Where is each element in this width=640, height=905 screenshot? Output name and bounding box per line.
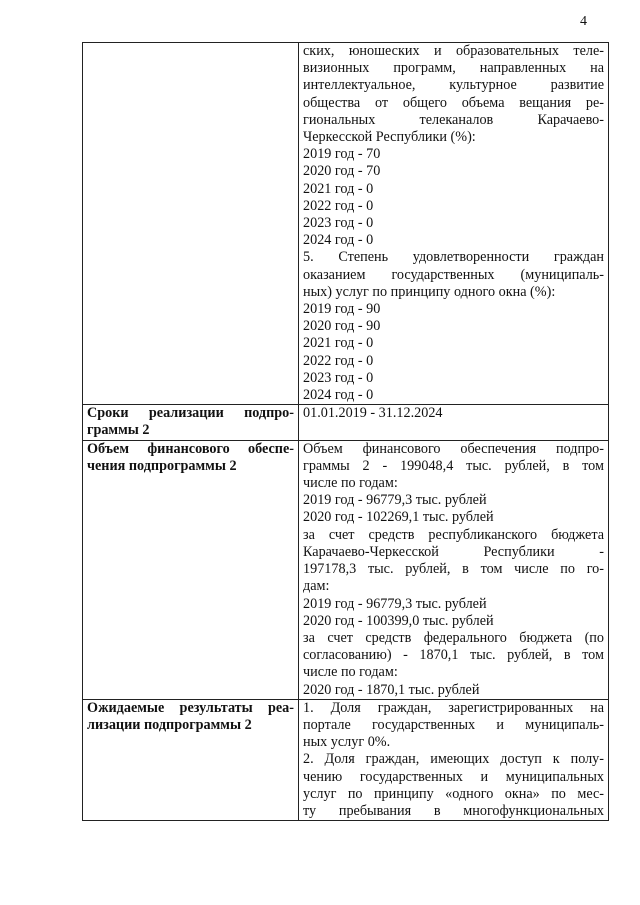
content-line: 01.01.2019 - 31.12.2024	[303, 405, 443, 422]
content-line: 197178,3 тыс. рублей, в том числе по го-	[303, 561, 604, 578]
row-content-cell	[299, 405, 609, 440]
content-line: ных) услуг по принципу одного окна (%):	[303, 283, 556, 300]
row-content-cell	[299, 699, 609, 820]
label-line: лизации подпрограммы 2	[87, 716, 252, 733]
content-line: 2024 год - 0	[303, 232, 374, 249]
label-line: граммы 2	[87, 422, 150, 439]
content-line: 2023 год - 0	[303, 369, 374, 386]
row-label-cell	[83, 405, 299, 440]
content-line: 2021 год - 0	[303, 180, 374, 197]
content-line: оказанием государственных (муниципаль-	[303, 266, 604, 283]
content-line: гиональных телеканалов Карачаево-	[303, 111, 604, 128]
content-line: числе по годам:	[303, 475, 398, 492]
row-label-cell	[83, 43, 299, 405]
content-line: чению государственных и муниципальных	[303, 768, 604, 785]
content-line: 2022 год - 0	[303, 352, 374, 369]
content-line: 2024 год - 0	[303, 387, 374, 404]
content-line: 2021 год - 0	[303, 335, 374, 352]
label-line: Ожидаемые результаты реа-	[87, 699, 294, 716]
content-line: 2020 год - 100399,0 тыс. рублей	[303, 612, 494, 629]
content-line: 2019 год - 90	[303, 301, 381, 318]
content-line: за счет средств республиканского бюджета	[303, 526, 604, 543]
content-line: дам:	[303, 578, 330, 595]
content-line: Карачаево-Черкесской Республики -	[303, 543, 604, 560]
row-label-cell	[83, 699, 299, 820]
table-row	[83, 43, 609, 405]
content-line: 2020 год - 1870,1 тыс. рублей	[303, 681, 480, 698]
content-line: интеллектуальное, культурное развитие	[303, 77, 604, 94]
label-line: Объем финансового обеспе-	[87, 440, 294, 457]
content-line: 1. Доля граждан, зарегистрированных на	[303, 699, 604, 716]
content-line: 2019 год - 96779,3 тыс. рублей	[303, 492, 487, 509]
content-line: ных услуг 0%.	[303, 734, 391, 751]
content-line: ту пребывания в многофункциональных	[303, 802, 604, 819]
content-line: за счет средств федерального бюджета (по	[303, 629, 604, 646]
content-line: 2023 год - 0	[303, 215, 374, 232]
row-content-cell	[299, 440, 609, 699]
content-line: портале государственных и муниципаль-	[303, 716, 604, 733]
content-line: 2020 год - 90	[303, 318, 381, 335]
page-number: 4	[580, 14, 587, 29]
row-content-cell	[299, 43, 609, 405]
subprogram-passport-table	[82, 42, 609, 821]
content-line: числе по годам:	[303, 664, 398, 681]
content-line: 2019 год - 96779,3 тыс. рублей	[303, 595, 487, 612]
content-line: 5. Степень удовлетворенности граждан	[303, 249, 604, 266]
table-row	[83, 405, 609, 440]
table-row	[83, 699, 609, 820]
content-line: согласованию) - 1870,1 тыс. рублей, в том	[303, 647, 604, 664]
content-line: граммы 2 - 199048,4 тыс. рублей, в том	[303, 457, 604, 474]
content-line: услуг по принципу «одного окна» по мес-	[303, 785, 604, 802]
content-line: 2019 год - 70	[303, 146, 381, 163]
content-line: визионных программ, направленных на	[303, 60, 604, 77]
content-line: общества от общего объема вещания ре-	[303, 94, 604, 111]
content-line: 2020 год - 102269,1 тыс. рублей	[303, 509, 494, 526]
label-line: Сроки реализации подпро-	[87, 405, 294, 422]
content-line: 2022 год - 0	[303, 197, 374, 214]
content-line: Объем финансового обеспечения подпро-	[303, 440, 604, 457]
label-line: чения подпрограммы 2	[87, 457, 237, 474]
table-row	[83, 440, 609, 699]
content-line: 2020 год - 70	[303, 163, 381, 180]
row-label-cell	[83, 440, 299, 699]
content-line: ских, юношеских и образовательных теле-	[303, 43, 604, 59]
content-line: Черкесской Республики (%):	[303, 129, 476, 146]
content-line: 2. Доля граждан, имеющих доступ к полу-	[303, 751, 604, 768]
